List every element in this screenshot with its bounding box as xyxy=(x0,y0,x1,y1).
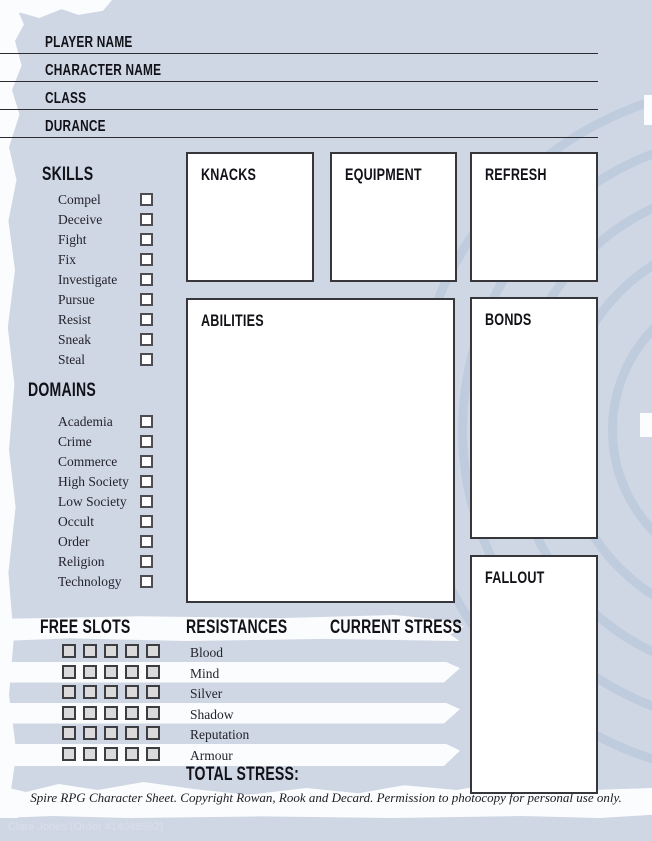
free-slot-checkbox[interactable] xyxy=(104,747,118,761)
domain-row xyxy=(28,432,168,452)
skill-row xyxy=(40,290,165,310)
domain-label: Low Society xyxy=(58,494,127,509)
domain-checkbox-high-society[interactable] xyxy=(140,475,153,488)
player-name-label: PLAYER NAME xyxy=(45,34,133,51)
free-slot-checkbox[interactable] xyxy=(146,685,160,699)
current-stress-heading: CURRENT STRESS xyxy=(330,617,463,638)
equipment-box[interactable] xyxy=(330,152,457,282)
domain-label: Commerce xyxy=(58,454,118,469)
free-slot-checkbox[interactable] xyxy=(62,706,76,720)
free-slot-checkbox[interactable] xyxy=(83,665,97,679)
skill-checkbox-deceive[interactable] xyxy=(140,213,153,226)
resistance-row-silver xyxy=(190,686,249,707)
domain-label: Order xyxy=(58,534,90,549)
free-slot-checkbox[interactable] xyxy=(125,747,139,761)
domain-row xyxy=(28,412,168,432)
fallout-heading: FALLOUT xyxy=(485,568,545,587)
refresh-heading: REFRESH xyxy=(485,165,547,184)
abilities-heading: ABILITIES xyxy=(201,311,264,330)
domain-checkbox-religion[interactable] xyxy=(140,555,153,568)
bonds-heading: BONDS xyxy=(485,310,532,329)
free-slot-checkbox[interactable] xyxy=(62,747,76,761)
skill-checkbox-sneak[interactable] xyxy=(140,333,153,346)
skill-row xyxy=(40,210,165,230)
free-slots-grid xyxy=(62,644,160,767)
resistances-list xyxy=(190,645,249,768)
domain-label: Crime xyxy=(58,434,92,449)
skill-label: Investigate xyxy=(58,272,118,287)
domain-label: Academia xyxy=(58,414,113,429)
skill-label: Deceive xyxy=(58,212,103,227)
resistance-label: Reputation xyxy=(190,727,250,742)
domain-label: Technology xyxy=(58,574,122,589)
domain-row xyxy=(28,572,168,592)
free-slot-row xyxy=(62,685,160,706)
skill-checkbox-fight[interactable] xyxy=(140,233,153,246)
skill-checkbox-investigate[interactable] xyxy=(140,273,153,286)
skill-label: Fight xyxy=(58,232,87,247)
free-slot-row xyxy=(62,665,160,686)
total-stress-label: TOTAL STRESS: xyxy=(186,764,300,785)
order-watermark: Clare Jones (Order #14048592) xyxy=(8,821,164,833)
resistance-label: Silver xyxy=(190,686,223,701)
free-slot-checkbox[interactable] xyxy=(62,644,76,658)
domain-row xyxy=(28,472,168,492)
torn-paper-notch xyxy=(644,95,652,125)
free-slot-checkbox[interactable] xyxy=(83,726,97,740)
knacks-box[interactable] xyxy=(186,152,314,282)
free-slot-row xyxy=(62,644,160,665)
domain-checkbox-occult[interactable] xyxy=(140,515,153,528)
fallout-box[interactable] xyxy=(470,555,598,794)
resistance-row-blood xyxy=(190,645,249,666)
free-slot-checkbox[interactable] xyxy=(83,644,97,658)
free-slot-checkbox[interactable] xyxy=(146,726,160,740)
free-slot-checkbox[interactable] xyxy=(83,747,97,761)
skill-label: Fix xyxy=(58,252,77,267)
free-slot-checkbox[interactable] xyxy=(62,665,76,679)
domain-row xyxy=(28,492,168,512)
free-slot-checkbox[interactable] xyxy=(104,726,118,740)
skills-section xyxy=(40,164,165,370)
free-slot-checkbox[interactable] xyxy=(83,685,97,699)
skills-heading: SKILLS xyxy=(42,164,94,185)
domains-section xyxy=(28,380,168,592)
domain-label: High Society xyxy=(58,474,129,489)
skill-row xyxy=(40,310,165,330)
durance-input-line[interactable] xyxy=(0,137,598,138)
free-slot-checkbox[interactable] xyxy=(104,665,118,679)
skill-label: Sneak xyxy=(58,332,91,347)
skills-list xyxy=(40,190,165,370)
skill-label: Compel xyxy=(58,192,101,207)
domain-label: Religion xyxy=(58,554,105,569)
free-slot-checkbox[interactable] xyxy=(62,685,76,699)
free-slot-checkbox[interactable] xyxy=(146,747,160,761)
free-slot-checkbox[interactable] xyxy=(125,644,139,658)
domain-row xyxy=(28,512,168,532)
free-slots-heading: FREE SLOTS xyxy=(40,617,131,638)
bonds-box[interactable] xyxy=(470,297,598,539)
skill-row xyxy=(40,330,165,350)
skill-checkbox-pursue[interactable] xyxy=(140,293,153,306)
free-slot-checkbox[interactable] xyxy=(125,726,139,740)
durance-label: DURANCE xyxy=(45,118,106,135)
resistance-row-shadow xyxy=(190,707,249,728)
domain-row xyxy=(28,552,168,572)
free-slot-checkbox[interactable] xyxy=(146,644,160,658)
free-slot-checkbox[interactable] xyxy=(146,706,160,720)
free-slot-row xyxy=(62,726,160,747)
free-slot-checkbox[interactable] xyxy=(83,706,97,720)
domains-list xyxy=(28,412,168,592)
player-name-input-line[interactable] xyxy=(0,53,598,54)
free-slot-checkbox[interactable] xyxy=(125,706,139,720)
skill-checkbox-compel[interactable] xyxy=(140,193,153,206)
resistance-row-reputation xyxy=(190,727,249,748)
free-slot-checkbox[interactable] xyxy=(104,706,118,720)
skill-checkbox-steal[interactable] xyxy=(140,353,153,366)
domain-checkbox-technology[interactable] xyxy=(140,575,153,588)
knacks-heading: KNACKS xyxy=(201,165,257,184)
abilities-box[interactable] xyxy=(186,298,455,603)
free-slot-checkbox[interactable] xyxy=(125,665,139,679)
refresh-box[interactable] xyxy=(470,152,598,282)
skill-label: Steal xyxy=(58,352,85,367)
skill-row xyxy=(40,230,165,250)
free-slot-checkbox[interactable] xyxy=(104,685,118,699)
domain-checkbox-academia[interactable] xyxy=(140,415,153,428)
domain-label: Occult xyxy=(58,514,94,529)
resistances-heading: RESISTANCES xyxy=(186,617,288,638)
character-name-input-line[interactable] xyxy=(0,81,598,82)
skill-row xyxy=(40,190,165,210)
free-slot-checkbox[interactable] xyxy=(62,726,76,740)
skill-label: Pursue xyxy=(58,292,95,307)
free-slot-checkbox[interactable] xyxy=(146,665,160,679)
equipment-heading: EQUIPMENT xyxy=(345,165,422,184)
free-slot-checkbox[interactable] xyxy=(125,685,139,699)
resistance-label: Mind xyxy=(190,665,220,681)
resistance-label: Blood xyxy=(190,645,224,660)
skill-row xyxy=(40,250,165,270)
class-input-line[interactable] xyxy=(0,109,598,110)
domain-checkbox-low-society[interactable] xyxy=(140,495,153,508)
skill-checkbox-fix[interactable] xyxy=(140,253,153,266)
skill-row xyxy=(40,350,165,370)
free-slot-row xyxy=(62,706,160,727)
domain-checkbox-commerce[interactable] xyxy=(140,455,153,468)
free-slot-row xyxy=(62,747,160,768)
resistance-row-mind xyxy=(190,666,249,687)
domain-row xyxy=(28,452,168,472)
domain-row xyxy=(28,532,168,552)
domains-heading: DOMAINS xyxy=(28,380,96,401)
domain-checkbox-order[interactable] xyxy=(140,535,153,548)
skill-row xyxy=(40,270,165,290)
free-slot-checkbox[interactable] xyxy=(104,644,118,658)
copyright-footer: Spire RPG Character Sheet. Copyright Rowan, Rook and Decard. Permission to photocopy for personal use only. xyxy=(30,790,622,805)
resistance-label: Armour xyxy=(190,747,233,763)
character-name-label: CHARACTER NAME xyxy=(45,62,162,79)
class-label: CLASS xyxy=(45,90,87,107)
skill-checkbox-resist[interactable] xyxy=(140,313,153,326)
domain-checkbox-crime[interactable] xyxy=(140,435,153,448)
torn-paper-notch xyxy=(640,413,652,437)
skill-label: Resist xyxy=(58,312,92,327)
resistance-label: Shadow xyxy=(190,706,234,722)
